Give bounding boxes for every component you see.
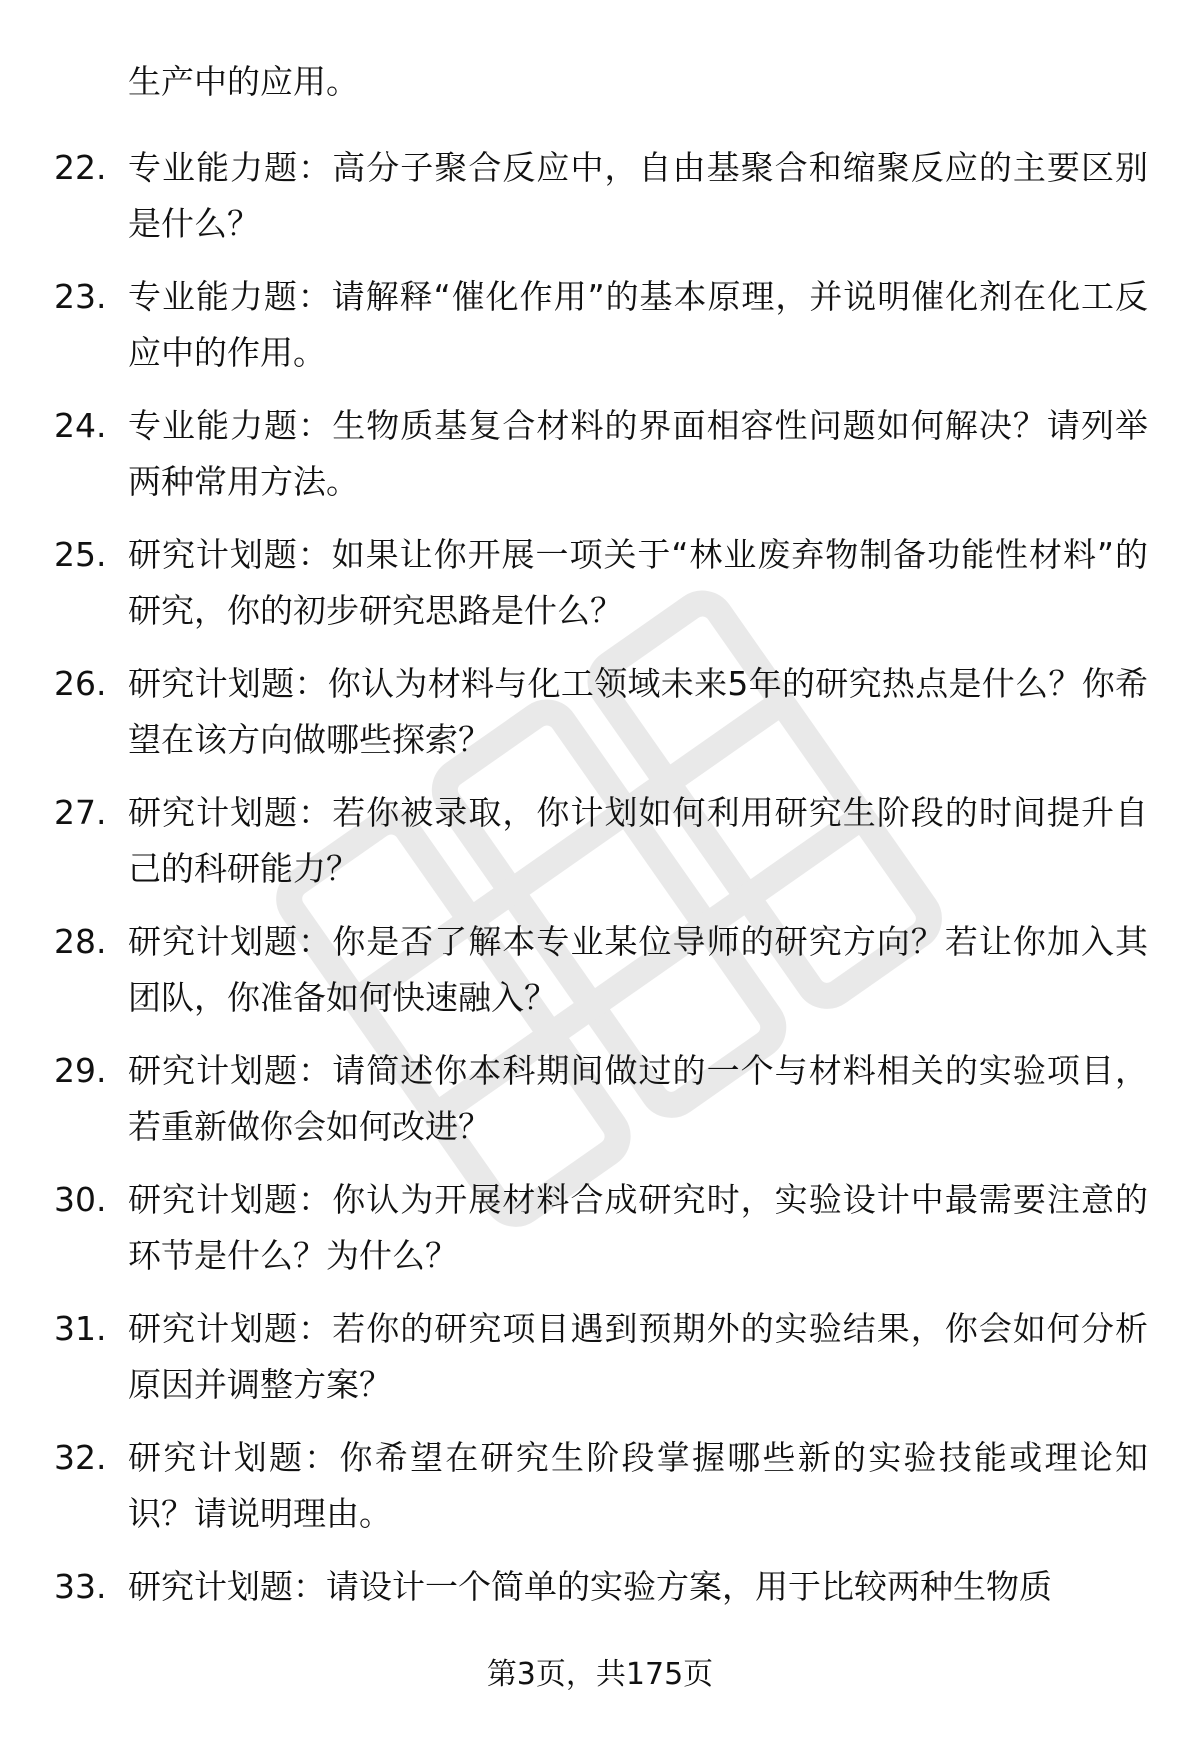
item-number: 32. [54,1438,107,1477]
list-item [0,656,1200,785]
item-number: 28. [54,922,107,961]
item-number: 22. [54,148,107,187]
item-text: 研究计划题：请简述你本科期间做过的一个与材料相关的实验项目，若重新做你会如何改进？ [128,1051,1148,1146]
list-item [0,398,1200,527]
continuation-line: 生产中的应用。 [128,62,359,101]
item-number: 30. [54,1180,107,1219]
item-number: 29. [54,1051,107,1090]
list-item [0,1172,1200,1301]
item-text: 研究计划题：如果让你开展一项关于“林业废弃物制备功能性材料”的研究，你的初步研究思路是什么？ [128,535,1148,630]
item-text: 专业能力题：生物质基复合材料的界面相容性问题如何解决？请列举两种常用方法。 [128,406,1148,501]
item-text: 研究计划题：你认为材料与化工领域未来5年的研究热点是什么？你希望在该方向做哪些探索？ [128,664,1148,759]
list-item [0,140,1200,269]
item-text: 研究计划题：若你被录取，你计划如何利用研究生阶段的时间提升自己的科研能力？ [128,793,1148,888]
page-footer: 第3页，共175页 [486,1657,714,1692]
question-list [0,140,1200,1688]
list-item [0,785,1200,914]
list-item [0,527,1200,656]
list-item [0,1301,1200,1430]
list-item [0,914,1200,1043]
item-text: 研究计划题：若你的研究项目遇到预期外的实验结果，你会如何分析原因并调整方案？ [128,1309,1148,1404]
item-number: 23. [54,277,107,316]
item-text: 研究计划题：你认为开展材料合成研究时，实验设计中最需要注意的环节是什么？为什么？ [128,1180,1148,1275]
item-number: 31. [54,1309,107,1348]
item-number: 27. [54,793,107,832]
item-text: 研究计划题：你是否了解本专业某位导师的研究方向？若让你加入其团队，你准备如何快速融入？ [128,922,1148,1017]
list-item [0,1430,1200,1559]
item-text: 专业能力题：请解释“催化作用”的基本原理，并说明催化剂在化工反应中的作用。 [128,277,1148,372]
item-text: 研究计划题：请设计一个简单的实验方案，用于比较两种生物质 [128,1567,1052,1606]
item-number: 25. [54,535,107,574]
item-number: 33. [54,1567,107,1606]
item-number: 24. [54,406,107,445]
list-item [0,269,1200,398]
item-text: 专业能力题：高分子聚合反应中，自由基聚合和缩聚反应的主要区别是什么？ [128,148,1148,243]
list-item [0,1043,1200,1172]
item-number: 26. [54,664,107,703]
item-text: 研究计划题：你希望在研究生阶段掌握哪些新的实验技能或理论知识？请说明理由。 [128,1438,1148,1533]
